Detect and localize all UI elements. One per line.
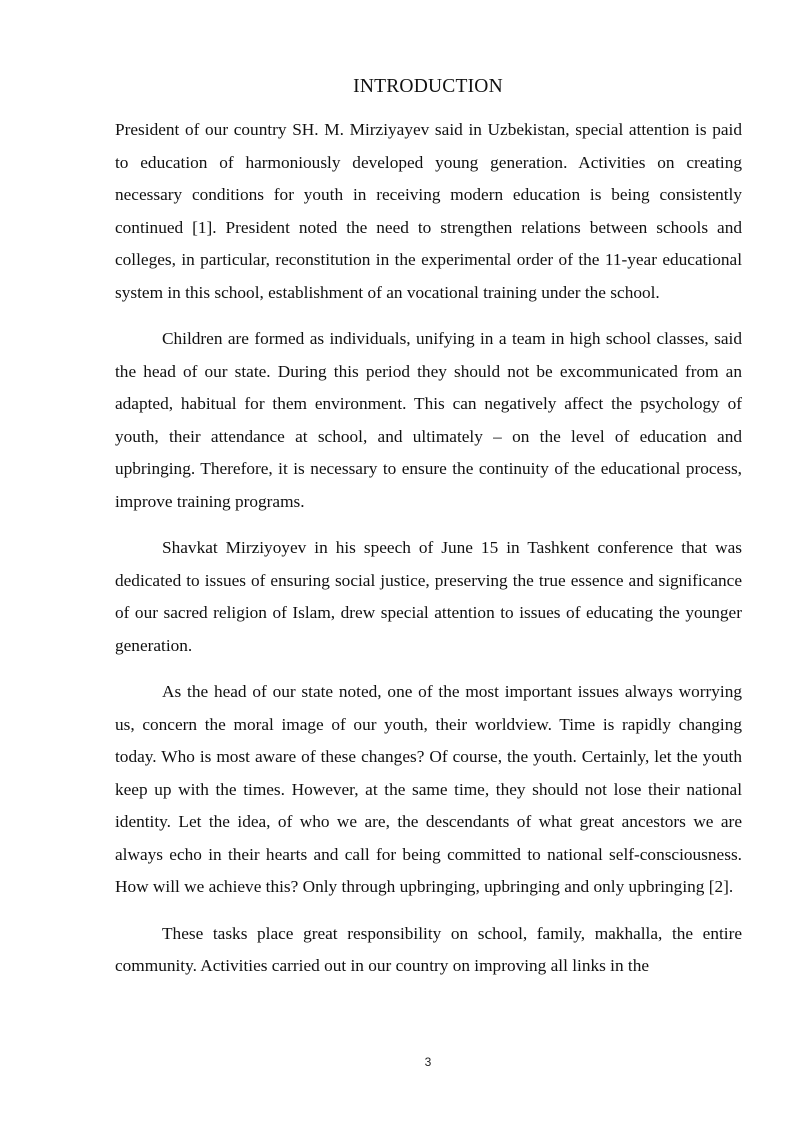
paragraph-4: As the head of our state noted, one of the most important issues always worrying us, concern the moral image of our youth, their worldview. Time is rapidly changing today. Who is most aware of these changes? Of course, the youth. Certainly, let the youth keep up with the times. However, at the same time, they should not lose their national identity. Let the idea, of who we are, the descendants of what great ancestors we are always echo in their hearts and call for being committed to national self-consciousness. How will we achieve this? Only through upbringing, upbringing and only upbringing [2]. — [115, 682, 742, 896]
paragraph-2: Children are formed as individuals, unifying in a team in high school classes, said the head of our state. During this period they should not be excommunicated from an adapted, habitual for them environment. This can negatively affect the psychology of youth, their attendance at school, and ultimately – on the level of education and upbringing. Therefore, it is necessary to ensure the continuity of the educational process, improve training programs. — [115, 329, 742, 511]
page-number: 3 — [424, 1055, 432, 1069]
paragraph-3: Shavkat Mirziyoyev in his speech of June 15 in Tashkent conference that was dedicated to issues of ensuring social justice, preserving the true essence and significance of our sacred religion of Islam, drew special attention to issues of educating the younger generation. — [115, 538, 742, 655]
paragraph-5: These tasks place great responsibility on school, family, makhalla, the entire community. Activities carried out in our country on improving all links in the — [115, 923, 742, 975]
paragraph-1: President of our country SH. M. Mirziyayev said in Uzbekistan, special attention is paid to education of harmoniously developed young generation. Activities on creating necessary conditions for youth in receiving modern education is being consistently continued [1]. President noted the need to strengthen relations between schools and colleges, in particular, reconstitution in the experimental order of the 11-year educational system in this school, establishment of an vocational training under the school. — [115, 120, 742, 302]
section-heading: INTRODUCTION — [353, 76, 503, 97]
document-body — [115, 114, 742, 983]
